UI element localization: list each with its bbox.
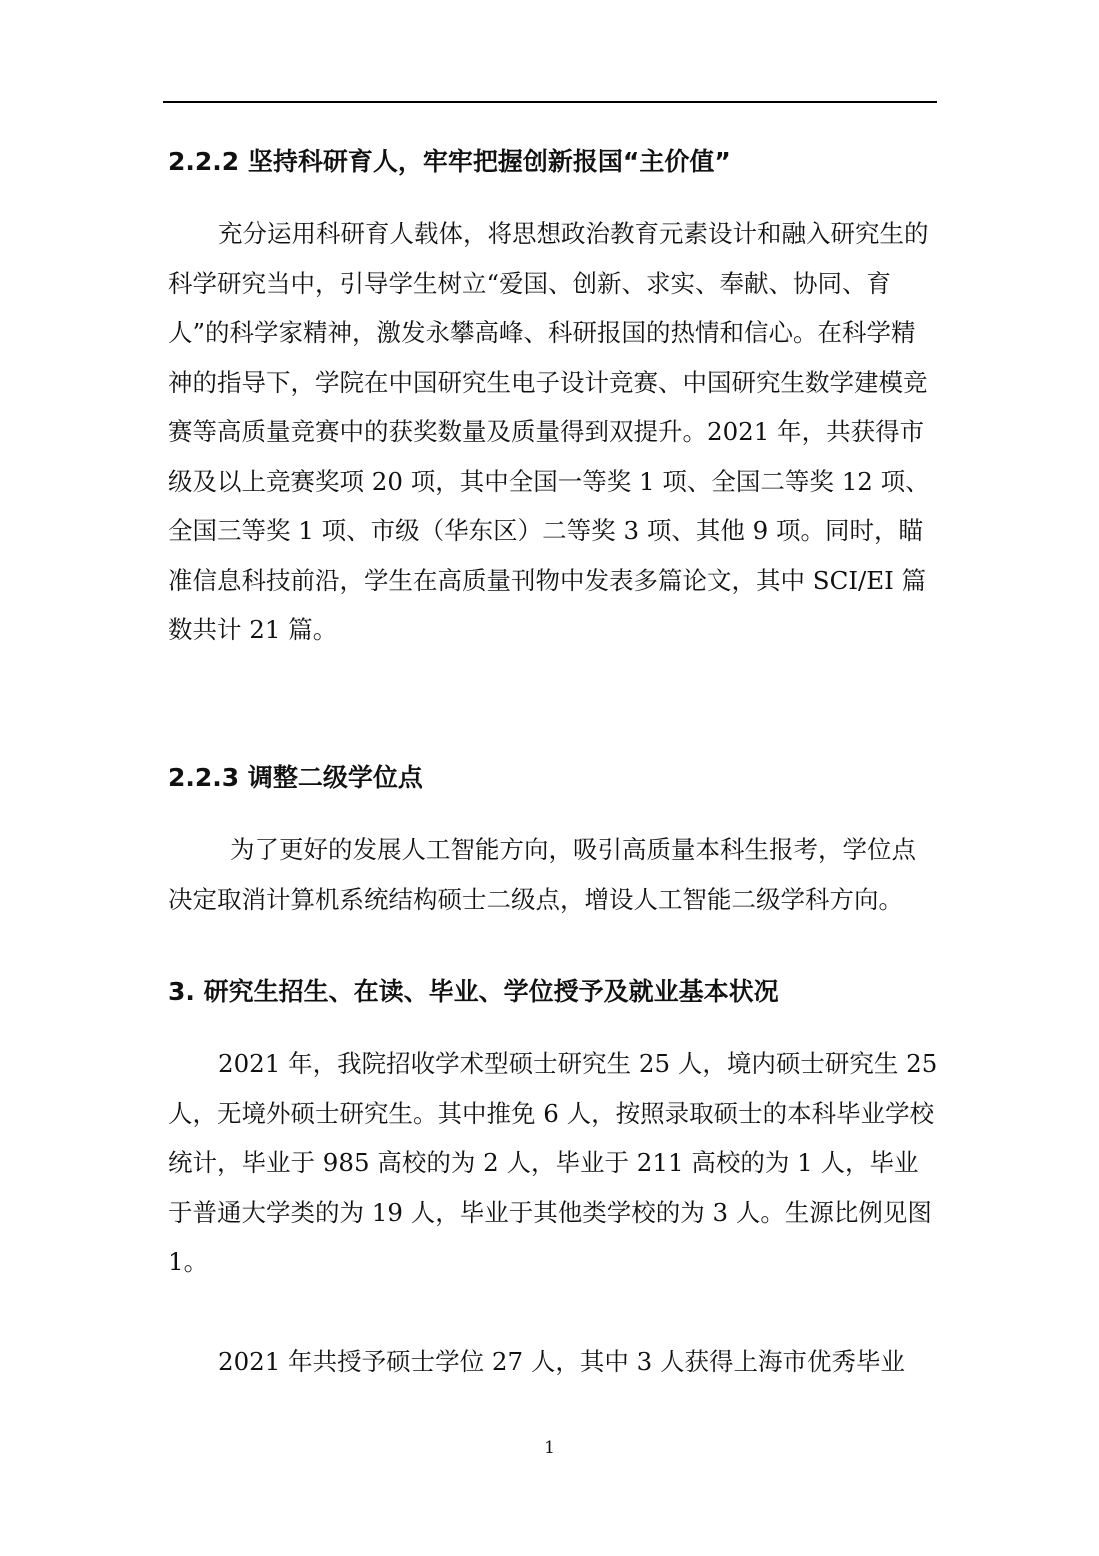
section-paragraph-2-2-2: 充分运用科研育人载体，将思想政治教育元素设计和融入研究生的科学研究当中，引导学生树立“爱国、创新、求实、奉献、协同、育人”的科学家精神，激发永攀高峰、科研报国的热情和信心。在科学精神的指导下，学院在中国研究生电子设计竞赛、中国研究生数学建模竞赛等高质量竞赛中的获奖数量及质量得到双提升。2021 年，共获得市级及以上竞赛奖项 20 项，其中全国一等奖 1 项、全国二等奖 12 项、全国三等奖 1 项、市级（华东区）二等奖 3 项、其他 9 项。同时，瞄准信息科技前沿，学生在高质量刊物中发表多篇论文，其中 SCI/EI 篇数共计 21 篇。 (168, 219, 930, 644)
section-paragraph-2-2-3: 为了更好的发展人工智能方向，吸引高质量本科生报考，学位点决定取消计算机系统结构硕士二级点，增设人工智能二级学科方向。 (168, 835, 916, 914)
section-heading-3: 3. 研究生招生、在读、毕业、学位授予及就业基本状况 (168, 977, 779, 1006)
header-rule (163, 101, 937, 103)
section-heading-2-2-3: 2.2.3 调整二级学位点 (168, 763, 423, 792)
section-paragraph-3-intake: 2021 年，我院招收学术型硕士研究生 25 人，境内硕士研究生 25 人，无境外硕士研究生。其中推免 6 人，按照录取硕士的本科毕业学校统计，毕业于 985 高校的为 2 人，毕业于 211 高校的为 1 人，毕业于普通大学类的为 19 人，毕业于其他类学校的为 3 人。生源比例见图 1。 (168, 1049, 938, 1276)
section-heading-2-2-2: 2.2.2 坚持科研育人，牢牢把握创新报国“主价值” (168, 147, 731, 176)
section-paragraph-3-degrees: 2021 年共授予硕士学位 27 人，其中 3 人获得上海市优秀毕业 (218, 1347, 906, 1376)
page-number: 1 (544, 1438, 555, 1458)
